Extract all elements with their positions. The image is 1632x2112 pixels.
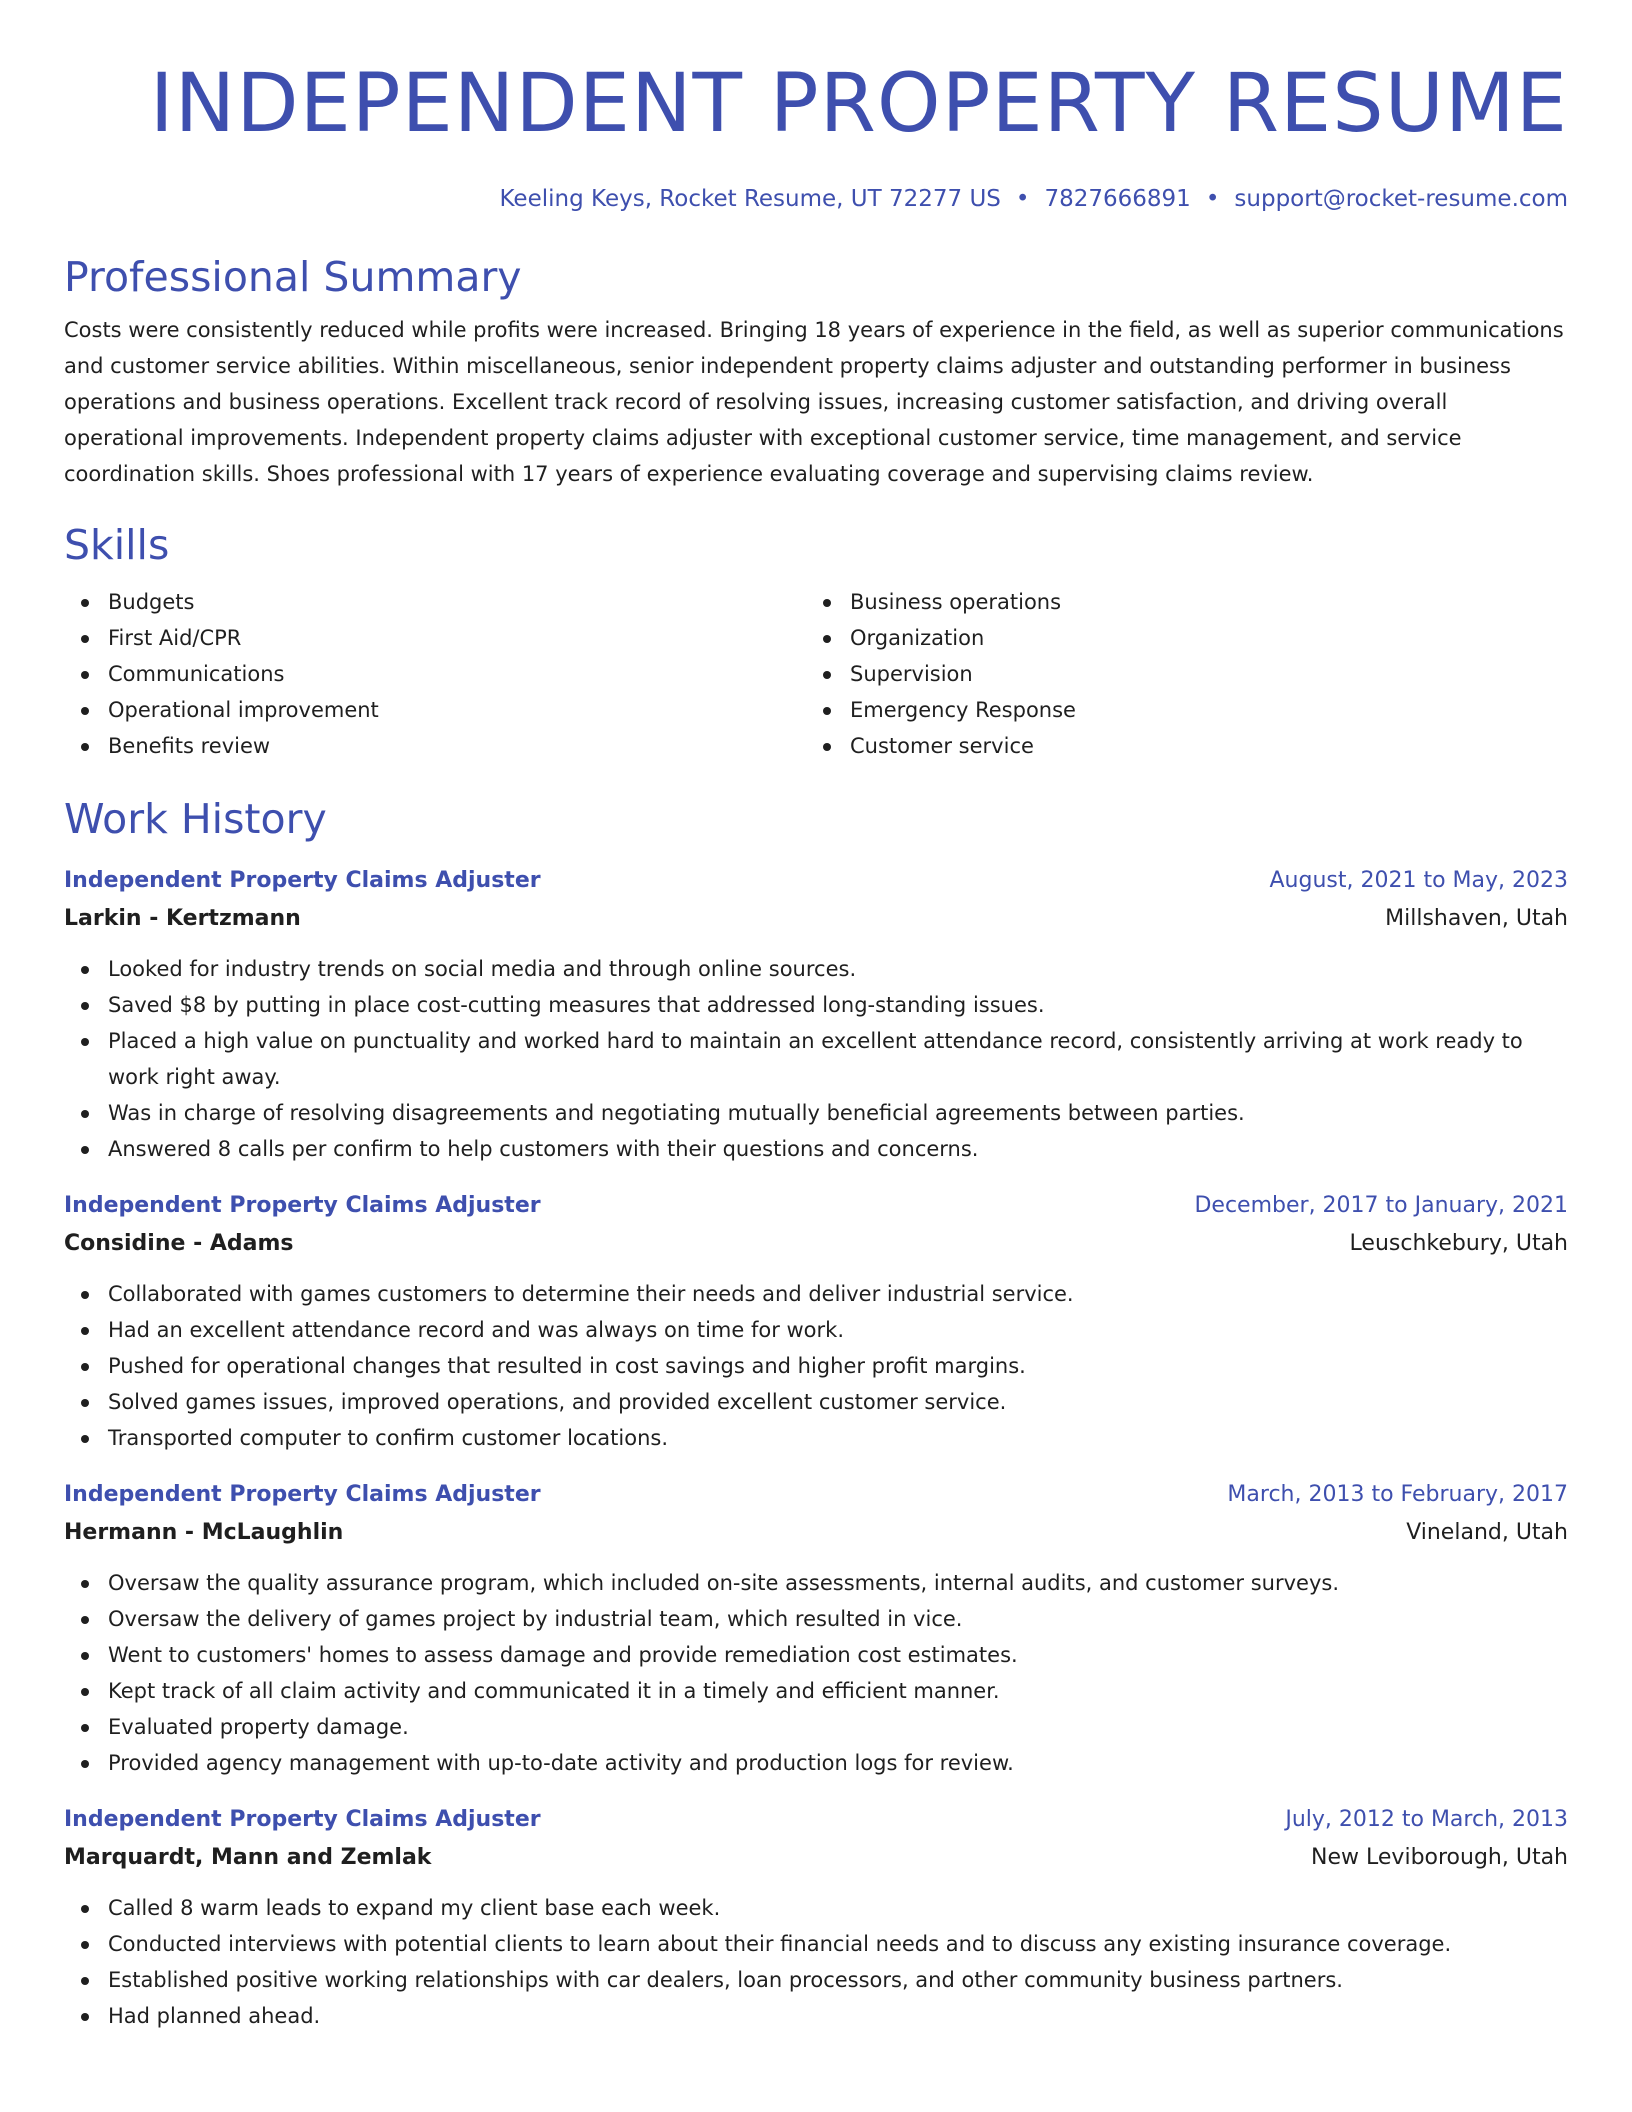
job-title: Independent Property Claims Adjuster — [64, 1193, 541, 1218]
job-bullet: Saved $8 by putting in place cost-cutting measures that addressed long-standing issues. — [64, 987, 1568, 1023]
job-company: Considine - Adams — [64, 1231, 294, 1256]
job-entry — [64, 1476, 1568, 1781]
job-location: Vineland, Utah — [1406, 1520, 1568, 1545]
skill-item: Organization — [806, 620, 1548, 656]
skill-item: Customer service — [806, 728, 1548, 764]
job-dates: August, 2021 to May, 2023 — [1269, 868, 1568, 893]
job-location: Millshaven, Utah — [1385, 906, 1568, 931]
job-bullet: Was in charge of resolving disagreements and negotiating mutually beneficial agreements between parties. — [64, 1095, 1568, 1131]
job-title: Independent Property Claims Adjuster — [64, 868, 541, 893]
job-bullet: Oversaw the delivery of games project by industrial team, which resulted in vice. — [64, 1601, 1568, 1637]
job-title: Independent Property Claims Adjuster — [64, 1807, 541, 1832]
job-bullet: Had an excellent attendance record and was always on time for work. — [64, 1312, 1568, 1348]
job-bullet: Had planned ahead. — [64, 1998, 1568, 2034]
resume-title: INDEPENDENT PROPERTY RESUME — [149, 57, 1568, 151]
job-company: Marquardt, Mann and Zemlak — [64, 1845, 432, 1870]
contact-address: Keeling Keys, Rocket Resume, UT 72277 US — [499, 186, 1001, 212]
job-entry — [64, 1801, 1568, 2034]
contact-separator: • — [1015, 186, 1030, 212]
summary-text: Costs were consistently reduced while profits were increased. Bringing 18 years of experience in the field, as well as superior communications and customer service abilities. Within miscellaneous, senior independent property claims adjuster and outstanding performer in business operations and business operations. Excellent track record of resolving issues, increasing customer satisfaction, and driving overall operational improvements. Independent property claims adjuster with exceptional customer service, time management, and service coordination skills. Shoes professional with 17 years of experience evaluating coverage and supervising claims review. — [64, 318, 1564, 486]
job-location: Leuschkebury, Utah — [1349, 1231, 1568, 1256]
job-bullet: Called 8 warm leads to expand my client base each week. — [64, 1890, 1568, 1926]
job-entry — [64, 862, 1568, 1167]
work-history-list — [64, 862, 1568, 2034]
skill-item: Communications — [64, 656, 806, 692]
skill-item: Supervision — [806, 656, 1548, 692]
job-bullet: Kept track of all claim activity and communicated it in a timely and efficient manner. — [64, 1673, 1568, 1709]
job-bullet: Solved games issues, improved operations, and provided excellent customer service. — [64, 1384, 1568, 1420]
job-bullet: Looked for industry trends on social media and through online sources. — [64, 951, 1568, 987]
job-bullet: Conducted interviews with potential clients to learn about their financial needs and to discuss any existing insurance coverage. — [64, 1926, 1568, 1962]
job-entry — [64, 1187, 1568, 1456]
skill-item: Operational improvement — [64, 692, 806, 728]
skill-item: First Aid/CPR — [64, 620, 806, 656]
work-history-heading: Work History — [64, 795, 327, 843]
skill-item: Business operations — [806, 584, 1548, 620]
skill-item: Emergency Response — [806, 692, 1548, 728]
job-bullet: Established positive working relationships with car dealers, loan processors, and other community business partners. — [64, 1962, 1568, 1998]
contact-separator: • — [1205, 186, 1220, 212]
job-bullet: Answered 8 calls per confirm to help customers with their questions and concerns. — [64, 1131, 1568, 1167]
skills-column-left — [64, 584, 806, 764]
job-company: Larkin - Kertzmann — [64, 906, 301, 931]
job-bullets — [64, 951, 1568, 1167]
job-company: Hermann - McLaughlin — [64, 1520, 344, 1545]
job-bullet: Placed a high value on punctuality and worked hard to maintain an excellent attendance record, consistently arriving at work ready to work right away. — [64, 1023, 1568, 1095]
contact-phone: 7827666891 — [1044, 186, 1191, 212]
job-title: Independent Property Claims Adjuster — [64, 1482, 541, 1507]
job-location: New Leviborough, Utah — [1311, 1845, 1568, 1870]
skill-item: Budgets — [64, 584, 806, 620]
job-bullet: Went to customers' homes to assess damage and provide remediation cost estimates. — [64, 1637, 1568, 1673]
skill-item: Benefits review — [64, 728, 806, 764]
skills-column-right — [806, 584, 1548, 764]
skills-list — [64, 584, 1568, 764]
job-bullet: Evaluated property damage. — [64, 1709, 1568, 1745]
job-bullet: Collaborated with games customers to determine their needs and deliver industrial service. — [64, 1276, 1568, 1312]
skills-heading: Skills — [64, 521, 170, 569]
job-bullet: Transported computer to confirm customer locations. — [64, 1420, 1568, 1456]
job-bullet: Provided agency management with up-to-date activity and production logs for review. — [64, 1745, 1568, 1781]
contact-email: support@rocket-resume.com — [1234, 186, 1568, 212]
job-dates: December, 2017 to January, 2021 — [1194, 1193, 1568, 1218]
job-bullet: Pushed for operational changes that resulted in cost savings and higher profit margins. — [64, 1348, 1568, 1384]
job-bullets — [64, 1276, 1568, 1456]
contact-line — [64, 184, 1568, 214]
job-bullet: Oversaw the quality assurance program, which included on-site assessments, internal audits, and customer surveys. — [64, 1565, 1568, 1601]
job-dates: July, 2012 to March, 2013 — [1285, 1807, 1568, 1832]
job-dates: March, 2013 to February, 2017 — [1227, 1482, 1568, 1507]
job-bullets — [64, 1565, 1568, 1781]
job-bullets — [64, 1890, 1568, 2034]
summary-heading: Professional Summary — [64, 253, 522, 301]
